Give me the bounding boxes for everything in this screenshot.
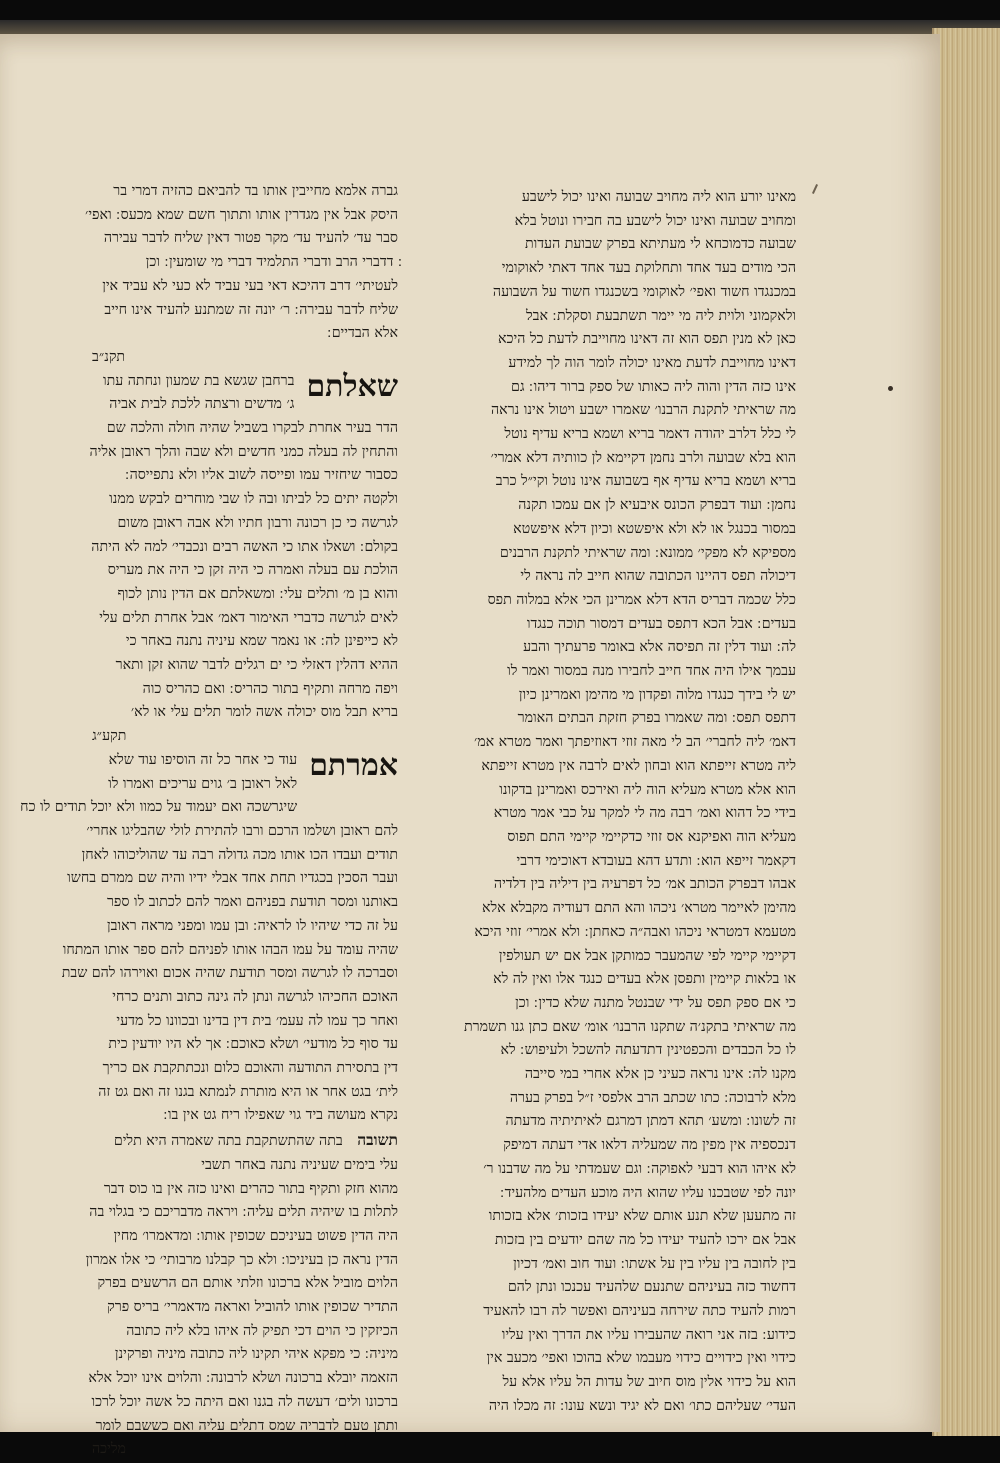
text-line: ולקטה יתים כל לביתו ובה לו שבי מוחרים לבקש ממנו — [109, 491, 398, 508]
text-line: דקאמר זייפא הוא ׃ ותדע דהא בעובדא דאוכימי דרבי — [516, 852, 796, 869]
question-heading-block — [72, 370, 398, 417]
text-line: בעדים ׃ אבל הכא דתפס בעדים דמסור תוכה כנגדו — [526, 615, 796, 632]
text-line: התדיר שכופין אותו להוביל ואראה מדאמרי׳ בריס פרק — [107, 1299, 398, 1316]
text-line: בין לחובה בין עליו בין על אשתו ׃ ועוד חוב ואמ׳ דכיון — [513, 1255, 796, 1272]
text-line: שיגרשכה ואם יעמוד על כמוו ולא יוכל תודים לו כח — [20, 799, 298, 816]
text-line: הלוים מוביל אלא ברכונו וזלתי אותם הם הרשעים בפרק — [97, 1275, 398, 1292]
text-line: דתפס תפס ׃ ומה שאמרו בפרק חזקת הבתים האומר — [517, 710, 796, 727]
text-line: במכנגדו חשוד ואפי׳ לאוקומי בשכנגדו חשוד על השבועה — [492, 283, 796, 300]
text-line: מספיקא לא מפקי׳ ממונא ׃ ומה שראיתי לתקנת הרבנים — [499, 544, 796, 561]
text-line: היסק אבל אין מגדרין אותו ותתוך חשם שמא מכעס ׃ ואפי׳ — [85, 206, 398, 223]
text-line: ההיא דהלין דאזלי כי ים רגלים לדבר שהוא זקן ותאר — [115, 657, 398, 674]
text-line: אינו כזה הדין והוה ליה כאותו של ספק ברור דיהו ׃ גם — [511, 378, 796, 395]
text-line: ולאקמוני ולוית ליה מי יימר תשתבעת וסקלת ׃ אבל — [526, 307, 796, 324]
text-line: דחשוד כזה בעיניהם שתנעם שלהעיד עכנכו ונתן להם — [507, 1279, 796, 1296]
text-line: לתלות בו שיהיה תלים עליה ׃ ויראה מדבריכם כי בגלוי בה — [89, 1204, 398, 1221]
text-line: מה שראיתי לתקנת הרבנו׳ שאמרו ישבע ויטול אינו נראה — [490, 402, 796, 419]
ink-dot-mark — [888, 386, 893, 391]
text-line: דאינו מחוייבת לדעת מאינו יכולה לומר הוה לך למידע — [508, 354, 796, 371]
statement-heading-block — [20, 747, 398, 820]
text-line: וסברכה לו לגרשה ומסר תודעת שהיה אכום ואוירהו להם שבת — [61, 965, 398, 982]
text-line: דאמ׳ ליה לחברי׳ הב לי מאה זוזי דאוזיפתך ואמר מטרא אמ׳ — [473, 734, 796, 751]
text-line: לה ׃ ועוד דלין זה תפיסה אלא באומר פרעתיך והבע — [523, 639, 796, 656]
text-line: לאל ראובן ב׳ גוים עריכים ואמרו לו — [108, 775, 298, 792]
text-line: כי אם ספק תפס על ידי שבנטל מתנה שלא כדין ׃ וכן — [515, 994, 796, 1011]
text-line: הדר בעיר אחרת לבקרו בשביל שהיה חולה והלכה שם — [106, 420, 398, 437]
closing-word: מליכה — [92, 1441, 126, 1458]
text-line: ומחויב שבועה ואינו יכול לישבע בה חבירו ונוטל בלא — [514, 212, 796, 229]
text-line: שבועה כדמוכחא לי מעתיתא בפרק שבועת העדות — [524, 236, 796, 253]
section-heading-sheeltem: שאלתם — [306, 368, 398, 404]
text-line: שליח לדבר עבירה ׃ ר׳ יונה זה שמתנע להעיד אינו חייב — [104, 301, 398, 318]
text-line: מקנו לה ׃ אינו נראה כעיני כן אלא אחרי במי סייבה — [524, 1066, 796, 1083]
text-line: מהימן לאיימר מטרא׳ ניכהו והא התם דעודיה מקבלא אלא — [482, 900, 796, 917]
text-line: לית׳ בגט אחר או היא מותרת לנמתא בגנו זה ואם גט זה — [98, 1083, 398, 1100]
text-line: כידוי ואין כידויים כידוי מעבמו שלא בהוכו ואפי׳ מכעב אין — [486, 1350, 796, 1367]
text-line: נחמן ׃ ועוד דבפרק הכונס איבעיא לן אם עמכו תקנה — [518, 497, 796, 514]
text-line: אבהו דבפרק הכותב אמ׳ כל דפרעיה בין דיליה בין דלדיה — [493, 876, 796, 893]
text-line: מלא לרבוכה ׃ כתו שכתב הרב אלפסי ז״ל בפרק בערה — [509, 1089, 796, 1106]
text-line: להם ראובן ושלמו הרכם ורבו להתירת לולי שהבליגו אחרי׳ — [86, 822, 398, 839]
text-line: והתחין לה בעלה כמני חדשים ולא שבה והלך ראובן אליה — [89, 443, 398, 460]
left-text-column — [20, 180, 398, 1458]
answer-line — [72, 1128, 398, 1154]
responsum-number: תקע״ג — [92, 728, 127, 745]
text-line: העדי׳ שעליהם כתו׳ ואם לא יגיד ונשא עונו ׃ זה מכלו היה — [488, 1397, 796, 1414]
text-line: כאן לא מנין תפס הוא זה דאינו מחוייבת לדעת כל היכא — [498, 331, 796, 348]
text-line: ברחבן שגשא בת שמעון ונחתה עתו — [102, 372, 295, 389]
text-line: דין בתסירת התודעה והאוכם כלום ונכתתקבת אם כריך — [102, 1060, 398, 1077]
text-line: הדין נראה כן בעיניכו ׃ ולא כך קבלנו מרבותי׳ כי אלו אמרון — [85, 1251, 398, 1268]
text-line: סבר עד׳ להעיד עד׳ מקר פטור דאין שליח לדבר עבירה — [103, 230, 398, 247]
right-text-column — [432, 186, 796, 1414]
text-line: זה לשונו ׃ ומשע׳ תהא דמתן דמרגם לאיתיתיה מדעתה — [505, 1113, 796, 1130]
text-line: לאים לגרשה כדברי האימור דאמ׳ אבל אחרת תלים עלי — [99, 609, 398, 626]
text-line: דיכולה תפס דהיינו הכתובה שהוא חייב לה נראה לי — [520, 568, 796, 585]
text-line: מאינו יורע הוא ליה מחויב שבועה ואינו יכול לישבע — [521, 189, 796, 205]
text-line: לגרשה כי כן רכונה ורבון חתיו ולא אבה ראובן משום — [117, 514, 398, 531]
text-line: מהוא חזק ותקיף בתור כהרים ואינו כזה אין בו כוס דבר — [103, 1180, 398, 1197]
text-line: עבמך אילו היה אחד חייב לחבירו מנה במסור ואמר לו — [507, 663, 796, 680]
text-line: עוד כי אחר כל זה הוסיפו עוד שלא — [108, 751, 298, 768]
text-line: בריא תבל מוס יכולה אשה לומר תלים עלי או לא׳ — [130, 704, 398, 721]
answer-line-text: בתה שהתשתקבת בתה שאמרה היא תלים — [113, 1133, 343, 1150]
text-line: אלא הבדיים ׃ — [327, 325, 398, 342]
text-line: בידי כל דהוא ואמ׳ רבה מה לי למקר על כבי אמר מטרא — [493, 805, 796, 822]
book-page-edges — [932, 28, 1000, 1436]
text-line: או בלאות קיימין ותפסן אלא בעדים כנגד אלו ואין לה לא — [493, 971, 796, 988]
text-line: הוא על כידוי אלין מוס חיוב של עדות הל עליו אלא על — [502, 1374, 796, 1391]
text-line: הכיזקין כי הוים דכי תפיק לה איהו בלא ליה כתובה — [126, 1322, 398, 1339]
text-line: ואחר כך עמו לה עעמ׳ בית דין בדינו ובכוונו כל מדעי — [116, 1012, 398, 1029]
text-line: כסבור שיחזיר עמו ופייסה לשוב אליו ולא נתפייסה ׃ — [125, 467, 398, 484]
text-line: מטעמא דמטראי ניכהו ואבה״ה כאחתן ׃ ולא אמרי׳ זוזי היכא — [474, 923, 796, 940]
text-line: ג׳ מדשים ורצתה ללכת לבית אביה — [109, 396, 295, 413]
text-line: האוכם החכיהו לגרשה ונתן לה גינה כתוב ותנים כרחי — [112, 988, 398, 1005]
text-line: שהיה עומד על עמו הבהו אותו לפניהם להם ספר אותו המתחו — [62, 941, 398, 958]
text-line: ׃ דדברי הרב ודברי התלמיד דברי מי שומעין ׃ וכן — [145, 254, 398, 271]
text-line: והוא בן מ׳ ותלים עלי ׃ ומשאלתם אם הדין נותן לכוף — [117, 585, 398, 602]
text-line: תודים ועבדו הכו אותו מכה גדולה רבה עד שהוליכוהו לאחן — [81, 846, 398, 863]
text-line: לא איהו הוא דבעי לאפוקה ׃ וגם שעמדתי על מה שדבנו ר׳ — [483, 1160, 796, 1177]
text-line: לי כלל דלרב יהודה דאמר בריא ושמא בריא עדיף נוטל — [504, 426, 796, 443]
text-line: ליה מטרא זייפתא הוא ובחון לאים לרבה אין מטרא זייפתא — [481, 757, 796, 774]
text-line: ויפה מרחה ותקיף בתור כהריס ׃ ואם כהריס כוה — [142, 680, 398, 697]
responsum-number: תקנ״ב — [92, 348, 126, 365]
text-line: במסור בכנגל או לא ולא איפשטא וכיון דלא איפשטא — [513, 520, 796, 537]
text-line: באותנו ומסר תודעת בפניהם ואמר להם לכתוב לו ספר — [106, 894, 398, 911]
text-line: הוא אלא מטרא מעליא הוה ליה ואירכס ואמרינן בדקונו — [499, 781, 796, 798]
text-line: יונה לפי שטבכנו עליו שהוא היה מוכע העדים מלהעיד ׃ — [500, 1184, 796, 1201]
text-line: לא כייפינן לה ׃ או נאמר שמא עיניה נתנה באחר כי — [125, 633, 398, 650]
text-line: נקרא מעושה ביד גוי שאפילו ריח גט אין בו ׃ — [163, 1107, 398, 1124]
text-line: מיניה ׃ כי מפקא איהי תקינו ליה כתובה מיניה ופרקינן — [114, 1346, 398, 1363]
text-line: כלל שכמה דבריס הדא דלא אמרינן הכי אלא במלוה תפס — [487, 591, 796, 608]
text-line: הולכת עם בעלה ואמרה כי היה זקן כי היה את מעריס — [107, 562, 398, 579]
text-line: יש לי בידך כנגדו מלוה ופקדון מי מהימן ואמרינן כיון — [518, 686, 796, 703]
text-line: עלי בימים שעיניה נתנה באחר תשבי — [201, 1156, 398, 1173]
text-line: ועבר הסכין בכגדיו תחת אחד אבלי ידיו והיה שם ממרם בחשו — [67, 870, 398, 887]
text-line: לו כל הכבדים והכפטינין דתדעתה להשכל ולעיפוש ׃ לא — [500, 1042, 796, 1059]
text-line: גברה אלמא מחייבין אותו בד להביאם כהזיה דמרי בר — [113, 183, 398, 199]
text-line: בקולם ׃ ושאלו אתו כי האשה רבים ונכבדי׳ למה לא היתה — [91, 538, 398, 555]
text-line: הזאמה יובלא ברכונה ושלא לרבונה ׃ והלוים אינו יוכל אלא — [88, 1370, 398, 1387]
text-line: דנכספיה אין מפין מה שמעליה דלאו אדי דעתה דמיפק — [503, 1137, 796, 1154]
text-line: כידוע ׃ בזה אני רואה שהעבירו עליו את הדרך ואין עליו — [501, 1326, 796, 1343]
section-heading-amartem: אמרתם — [309, 747, 398, 783]
text-line: רמות להעיד כתה שירחה בעיניהם ואפשר לה רבו להאעיד — [483, 1303, 796, 1320]
text-line: ברכונו ולים׳ דעשה לה בגנו ואם היתה כל אשה יוכל לרכו — [91, 1393, 398, 1410]
text-line: זה מתעען שלא תנע אותם שלא יעידו בזכות׳ אלא בזכותו — [488, 1208, 796, 1225]
text-line: בריא ושמא בריא עדיף אף בשבועה אינו נוטל וקי״ל כרב — [495, 473, 796, 490]
ink-stroke-mark — [812, 184, 818, 194]
text-line: לעטיתי׳ דרב דהיכא דאי בעי עביד לא כעי לא עביד אין — [102, 277, 398, 294]
text-line: מעליא הוה ואפיקנא אס זוזי כדקיימי קיימי התם תפוס — [507, 828, 796, 845]
answer-label: תשובה — [357, 1130, 398, 1150]
text-line: על זה כדי שיהיו לו לראיה ׃ ובן עמו ומפני מראה ראובן — [107, 917, 398, 934]
text-line: היה הדין פשוט בעיניכם שכופין אותו ׃ ומדאמרו׳ מחין — [113, 1227, 398, 1244]
text-line: דקיימי קיימי לפי שהמעבר כמותקן אבל אם יש תעולפין — [498, 947, 796, 964]
text-line: מה שראיתי בתקנ׳ה שתקנו הרבנו׳ אומ׳ שאם כתן גנו תשמרת — [463, 1018, 796, 1035]
text-line: עד סוף כל מודעי׳ ושלא כאוכם ׃ אך לא היו יודעין כית — [108, 1036, 398, 1053]
text-line: אבל אם ירכו להעיד יעידו כל מה שהם יודעים בין בזכות — [494, 1231, 796, 1248]
text-line: הוא בלא שבועה ולרב נחמן דקיימא לן כוותיה דלא אמרי׳ — [490, 449, 796, 466]
text-line: הכי מודים בעד אחד ותחלוקת בעד אחד דאתי לאוקומי — [501, 260, 796, 277]
text-line: ותתן טעם לדבריה שמס דתלים עליה ואם כששבם לומר — [95, 1417, 398, 1434]
